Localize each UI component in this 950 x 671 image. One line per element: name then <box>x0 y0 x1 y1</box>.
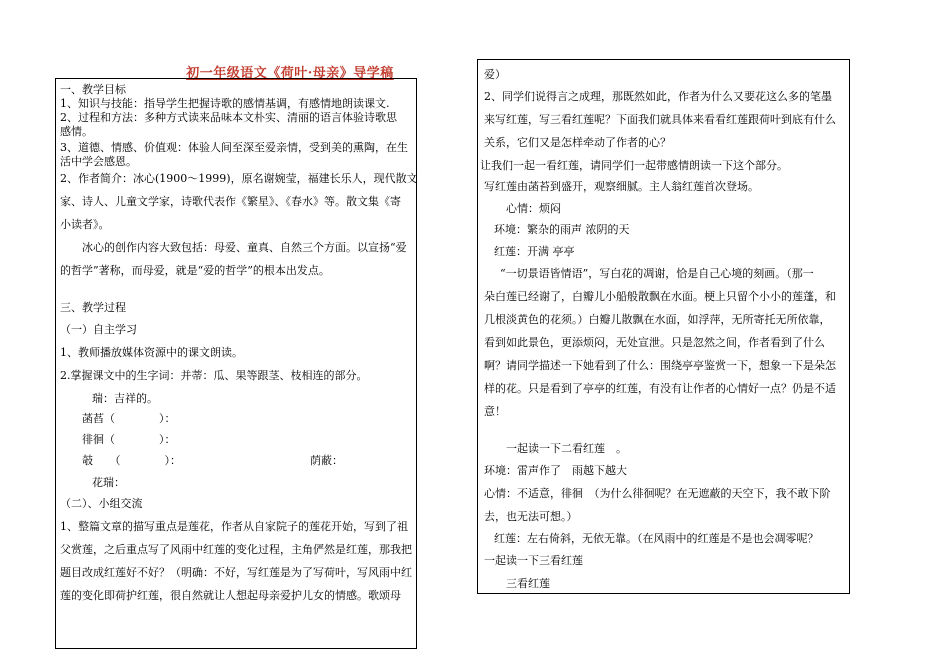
left-text-line: 感情。 <box>60 125 93 138</box>
right-text-line: 一起读一下三看红莲 <box>484 554 583 567</box>
left-panel <box>55 78 417 649</box>
right-text-line: 2、同学们说得言之成理，那既然如此，作者为什么又要花这么多的笔墨 <box>484 90 832 103</box>
document-title: 初一年级语文《荷叶·母亲》导学稿 <box>186 66 394 81</box>
right-text-line: 样的花。只是看到了亭亭的红莲，有没有让作者的心情好一点？仍是不适 <box>484 382 836 395</box>
right-text-line: 一起读一下二看红莲 。 <box>506 442 627 455</box>
right-panel <box>477 59 850 594</box>
left-text-line: 家、诗人、儿童文学家，诗歌代表作《繁星》、《春水》等。散文集《寄 <box>60 195 401 208</box>
right-text-line: 环境：繁杂的雨声 浓阴的天 <box>494 223 630 236</box>
left-text-line: 莲的变化即荷护红莲，很自然就让人想起母亲爱护儿女的情感。歌颂母 <box>60 589 401 602</box>
left-text-line: 2.掌握课文中的生字词：并蒂：瓜、果等跟茎、枝相连的部分。 <box>60 369 368 382</box>
left-text-line: 活中学会感恩。 <box>60 155 137 168</box>
left-text-line: 3、道德、情感、价值观：体验人间至深至爱亲情，受到美的熏陶，在生 <box>60 141 408 154</box>
left-text-line: 徘徊（ ）： <box>82 433 176 446</box>
left-text-line: 2、作者简介：冰心(1900～1999)，原名谢婉莹，福建长乐人，现代散文 <box>60 172 418 185</box>
left-text-line: 1、整篇文章的描写重点是莲花，作者从自家院子的莲花开始，写到了祖 <box>60 520 408 533</box>
left-text-line: （一）自主学习 <box>60 323 137 336</box>
right-text-line: 来写红莲，写三看红莲呢？下面我们就具体来看看红莲跟荷叶到底有什么 <box>484 113 836 126</box>
right-text-line: 朵白莲已经谢了，白瓣儿小船般散飘在水面。梗上只留个小小的莲蓬，和 <box>484 290 836 303</box>
right-text-line: 看到如此景色，更添烦闷，无处宣泄。只是忽然之间，作者看到了什么 <box>484 336 825 349</box>
left-text-line: 的哲学”著称，而母爱，就是“爱的哲学”的根本出发点。 <box>60 264 330 277</box>
left-text-line: 小读者》。 <box>60 218 110 231</box>
right-text-line: 啊？请同学描述一下她看到了什么：围绕亭亭鉴赏一下，想象一下是朵怎 <box>484 359 836 372</box>
left-text-line: 三、教学过程 <box>60 301 126 314</box>
left-text-line: 1、知识与技能：指导学生把握诗歌的感情基调，有感情地朗读课文. <box>60 97 390 110</box>
right-text-line: 意！ <box>484 405 506 418</box>
left-text-line: 冰心的创作内容大致包括：母爱、童真、自然三个方面。以宣扬“爱 <box>82 241 407 254</box>
right-text-line: 让我们一起一看红莲，请同学们一起带感情朗读一下这个部分。 <box>480 159 788 172</box>
left-text-line: 题目改成红莲好不好？（明确：不好，写红莲是为了写荷叶，写风雨中红 <box>60 566 412 579</box>
right-text-line: 去，也无法可想。） <box>484 510 578 523</box>
right-text-line: 写红莲由菡苔到盛开，观察细腻。主人翁红莲首次登场。 <box>484 180 759 193</box>
left-text-line: 瑞：吉祥的。 <box>92 392 158 405</box>
right-text-line: 爱） <box>484 68 506 81</box>
right-text-line: “一切景语皆情语”，写白花的凋谢，恰是自己心境的刻画。（那一 <box>500 267 814 280</box>
right-text-line: 心情：不适意，徘徊 （为什么徘徊呢？在无遮蔽的天空下，我不敢下阶 <box>484 487 831 500</box>
left-text-line: 2、过程和方法：多种方式读来品味本文朴实、清丽的语言体验诗歌思 <box>60 111 397 124</box>
right-text-line: 心情：烦闷 <box>506 202 561 215</box>
left-text-line: 荫蔽： <box>310 454 343 467</box>
right-text-line: 环境：雷声作了 雨越下越大 <box>484 464 627 477</box>
left-text-line: 菡萏（ ）： <box>82 412 176 425</box>
left-text-line: 一、教学目标 <box>60 83 126 96</box>
left-text-line: 花瑞： <box>92 476 125 489</box>
left-text-line: 父赏莲，之后重点写了风雨中红莲的变化过程，主角俨然是红莲，那我把 <box>60 543 412 556</box>
right-text-line: 几根淡黄色的花须。）白瓣儿散飘在水面，如浮萍，无所寄托无所依靠， <box>484 313 831 326</box>
left-text-line: （二）、小组交流 <box>60 497 143 510</box>
right-text-line: 红莲：开满 亭亭 <box>494 245 575 258</box>
right-text-line: 红莲：左右倚斜，无依无靠。（在风雨中的红莲是不是也会凋零呢？ <box>494 532 819 545</box>
right-text-line: 三看红莲 <box>506 577 550 590</box>
left-text-line: 攲 （ ）： <box>82 454 181 467</box>
right-text-line: 关系，它们又是怎样牵动了作者的心？ <box>484 136 671 149</box>
left-text-line: 1、教师播放媒体资源中的课文朗读。 <box>60 346 243 359</box>
